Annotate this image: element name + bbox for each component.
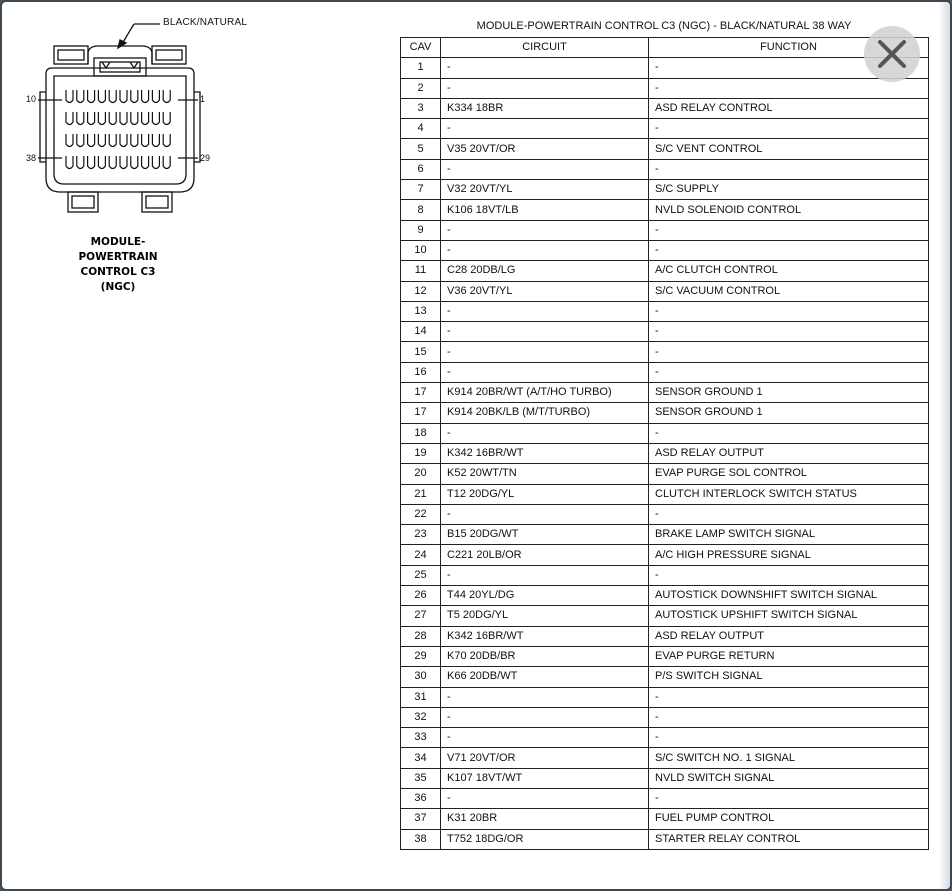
table-row bbox=[401, 504, 929, 524]
cell-function: - bbox=[649, 78, 929, 98]
cell-circuit: V35 20VT/OR bbox=[441, 139, 649, 159]
table-row bbox=[401, 220, 929, 240]
cell-cav: 20 bbox=[401, 464, 441, 484]
cell-cav: 12 bbox=[401, 281, 441, 301]
cell-cav: 4 bbox=[401, 119, 441, 139]
cell-circuit: K334 18BR bbox=[441, 98, 649, 118]
cell-circuit: - bbox=[441, 728, 649, 748]
cell-function: SENSOR GROUND 1 bbox=[649, 403, 929, 423]
cell-cav: 33 bbox=[401, 728, 441, 748]
cell-function: AUTOSTICK DOWNSHIFT SWITCH SIGNAL bbox=[649, 586, 929, 606]
header-circuit: CIRCUIT bbox=[441, 38, 649, 58]
cell-cav: 31 bbox=[401, 687, 441, 707]
cell-cav: 7 bbox=[401, 180, 441, 200]
table-row bbox=[401, 788, 929, 808]
cell-circuit: C221 20LB/OR bbox=[441, 545, 649, 565]
table-row bbox=[401, 159, 929, 179]
cell-circuit: K52 20WT/TN bbox=[441, 464, 649, 484]
cell-cav: 9 bbox=[401, 220, 441, 240]
cell-function: AUTOSTICK UPSHIFT SWITCH SIGNAL bbox=[649, 606, 929, 626]
cell-function: EVAP PURGE SOL CONTROL bbox=[649, 464, 929, 484]
table-row bbox=[401, 768, 929, 788]
table-row bbox=[401, 484, 929, 504]
page-edge-shade bbox=[938, 2, 950, 891]
table-row bbox=[401, 545, 929, 565]
close-icon bbox=[875, 37, 909, 71]
pinout-table bbox=[400, 37, 929, 850]
cell-function: S/C VENT CONTROL bbox=[649, 139, 929, 159]
pin-label-29: 29 bbox=[200, 153, 211, 163]
cell-function: ASD RELAY OUTPUT bbox=[649, 626, 929, 646]
pin-label-10: 10 bbox=[26, 94, 37, 104]
cell-cav: 15 bbox=[401, 342, 441, 362]
table-row bbox=[401, 240, 929, 260]
cell-function: - bbox=[649, 788, 929, 808]
table-row bbox=[401, 525, 929, 545]
cell-cav: 17 bbox=[401, 403, 441, 423]
cell-cav: 3 bbox=[401, 98, 441, 118]
cell-function: A/C CLUTCH CONTROL bbox=[649, 261, 929, 281]
cell-function: - bbox=[649, 301, 929, 321]
cell-circuit: V36 20VT/YL bbox=[441, 281, 649, 301]
cell-function: NVLD SWITCH SIGNAL bbox=[649, 768, 929, 788]
table-row bbox=[401, 261, 929, 281]
cell-circuit: - bbox=[441, 322, 649, 342]
cell-cav: 22 bbox=[401, 504, 441, 524]
table-row bbox=[401, 342, 929, 362]
cell-function: - bbox=[649, 707, 929, 727]
cell-circuit: - bbox=[441, 565, 649, 585]
cell-function: - bbox=[649, 240, 929, 260]
cell-circuit: K342 16BR/WT bbox=[441, 443, 649, 463]
header-cav: CAV bbox=[401, 38, 441, 58]
cell-function: - bbox=[649, 119, 929, 139]
table-row bbox=[401, 687, 929, 707]
cell-function: - bbox=[649, 687, 929, 707]
table-row bbox=[401, 200, 929, 220]
cell-cav: 28 bbox=[401, 626, 441, 646]
cell-cav: 13 bbox=[401, 301, 441, 321]
cell-function: - bbox=[649, 220, 929, 240]
connector-title-line: POWERTRAIN bbox=[78, 251, 158, 263]
cell-circuit: T752 18DG/OR bbox=[441, 829, 649, 849]
cell-cav: 37 bbox=[401, 809, 441, 829]
cell-cav: 24 bbox=[401, 545, 441, 565]
table-row bbox=[401, 403, 929, 423]
table-row bbox=[401, 626, 929, 646]
cell-circuit: K66 20DB/WT bbox=[441, 667, 649, 687]
cell-cav: 35 bbox=[401, 768, 441, 788]
cell-cav: 18 bbox=[401, 423, 441, 443]
cell-function: BRAKE LAMP SWITCH SIGNAL bbox=[649, 525, 929, 545]
table-row bbox=[401, 180, 929, 200]
cell-circuit: K342 16BR/WT bbox=[441, 626, 649, 646]
cell-circuit: - bbox=[441, 159, 649, 179]
cell-function: - bbox=[649, 159, 929, 179]
connector-title-line: (NGC) bbox=[100, 281, 136, 293]
cell-function: - bbox=[649, 565, 929, 585]
cell-cav: 21 bbox=[401, 484, 441, 504]
table-row bbox=[401, 667, 929, 687]
table-row bbox=[401, 464, 929, 484]
cell-circuit: - bbox=[441, 58, 649, 78]
cell-circuit: K107 18VT/WT bbox=[441, 768, 649, 788]
table-row bbox=[401, 443, 929, 463]
cell-cav: 30 bbox=[401, 667, 441, 687]
cell-cav: 26 bbox=[401, 586, 441, 606]
cell-circuit: K914 20BR/WT (A/T/HO TURBO) bbox=[441, 383, 649, 403]
cell-cav: 23 bbox=[401, 525, 441, 545]
table-row bbox=[401, 606, 929, 626]
cell-circuit: K914 20BK/LB (M/T/TURBO) bbox=[441, 403, 649, 423]
table-row bbox=[401, 728, 929, 748]
cell-cav: 38 bbox=[401, 829, 441, 849]
cell-circuit: V71 20VT/OR bbox=[441, 748, 649, 768]
cell-function: FUEL PUMP CONTROL bbox=[649, 809, 929, 829]
table-row bbox=[401, 707, 929, 727]
cell-circuit: K70 20DB/BR bbox=[441, 646, 649, 666]
connector-diagram bbox=[2, 2, 242, 232]
table-header-row bbox=[401, 38, 929, 58]
cell-circuit: B15 20DG/WT bbox=[441, 525, 649, 545]
table-row bbox=[401, 423, 929, 443]
cell-function: NVLD SOLENOID CONTROL bbox=[649, 200, 929, 220]
connector-title-line: CONTROL C3 bbox=[80, 266, 156, 278]
cell-function: - bbox=[649, 322, 929, 342]
cell-cav: 29 bbox=[401, 646, 441, 666]
cell-circuit: - bbox=[441, 119, 649, 139]
cell-circuit: - bbox=[441, 707, 649, 727]
cell-function: SENSOR GROUND 1 bbox=[649, 383, 929, 403]
cell-function: S/C SWITCH NO. 1 SIGNAL bbox=[649, 748, 929, 768]
cell-circuit: C28 20DB/LG bbox=[441, 261, 649, 281]
cell-circuit: K106 18VT/LB bbox=[441, 200, 649, 220]
cell-cav: 8 bbox=[401, 200, 441, 220]
table-row bbox=[401, 829, 929, 849]
cell-function: - bbox=[649, 342, 929, 362]
cell-circuit: - bbox=[441, 362, 649, 382]
table-row bbox=[401, 281, 929, 301]
header-function: FUNCTION bbox=[649, 38, 929, 58]
cell-circuit: T5 20DG/YL bbox=[441, 606, 649, 626]
cell-circuit: - bbox=[441, 687, 649, 707]
cell-function: - bbox=[649, 423, 929, 443]
table-row bbox=[401, 139, 929, 159]
connector-color-label: BLACK/NATURAL bbox=[163, 17, 248, 28]
cell-cav: 11 bbox=[401, 261, 441, 281]
cell-circuit: - bbox=[441, 788, 649, 808]
cell-function: - bbox=[649, 504, 929, 524]
table-row bbox=[401, 362, 929, 382]
table-row bbox=[401, 98, 929, 118]
table-row bbox=[401, 565, 929, 585]
table-row bbox=[401, 322, 929, 342]
cell-cav: 14 bbox=[401, 322, 441, 342]
cell-cav: 5 bbox=[401, 139, 441, 159]
connector-title-line: MODULE- bbox=[90, 236, 146, 248]
cell-function: ASD RELAY OUTPUT bbox=[649, 443, 929, 463]
cell-cav: 17 bbox=[401, 383, 441, 403]
table-row bbox=[401, 119, 929, 139]
cell-cav: 6 bbox=[401, 159, 441, 179]
table-row bbox=[401, 809, 929, 829]
cell-cav: 2 bbox=[401, 78, 441, 98]
table-caption: MODULE-POWERTRAIN CONTROL C3 (NGC) - BLACK/NATURAL 38 WAY bbox=[476, 20, 852, 32]
cell-function: A/C HIGH PRESSURE SIGNAL bbox=[649, 545, 929, 565]
cell-cav: 27 bbox=[401, 606, 441, 626]
cell-cav: 10 bbox=[401, 240, 441, 260]
table-row bbox=[401, 58, 929, 78]
cell-function: CLUTCH INTERLOCK SWITCH STATUS bbox=[649, 484, 929, 504]
cell-circuit: - bbox=[441, 423, 649, 443]
table-row bbox=[401, 748, 929, 768]
cell-cav: 25 bbox=[401, 565, 441, 585]
cell-circuit: - bbox=[441, 220, 649, 240]
table-row bbox=[401, 301, 929, 321]
cell-function: - bbox=[649, 362, 929, 382]
cell-cav: 32 bbox=[401, 707, 441, 727]
cell-circuit: T44 20YL/DG bbox=[441, 586, 649, 606]
cell-circuit: T12 20DG/YL bbox=[441, 484, 649, 504]
cell-circuit: K31 20BR bbox=[441, 809, 649, 829]
cell-cav: 34 bbox=[401, 748, 441, 768]
cell-function: EVAP PURGE RETURN bbox=[649, 646, 929, 666]
pin-label-38: 38 bbox=[26, 153, 37, 163]
table-row bbox=[401, 78, 929, 98]
table-row bbox=[401, 646, 929, 666]
cell-function: - bbox=[649, 728, 929, 748]
cell-circuit: - bbox=[441, 342, 649, 362]
cell-circuit: - bbox=[441, 240, 649, 260]
cell-function: S/C SUPPLY bbox=[649, 180, 929, 200]
cell-function: STARTER RELAY CONTROL bbox=[649, 829, 929, 849]
cell-circuit: - bbox=[441, 504, 649, 524]
cell-cav: 36 bbox=[401, 788, 441, 808]
pin-label-1: 1 bbox=[200, 94, 206, 104]
cell-cav: 1 bbox=[401, 58, 441, 78]
cell-cav: 19 bbox=[401, 443, 441, 463]
close-button[interactable] bbox=[864, 26, 920, 82]
connector-title bbox=[58, 235, 178, 295]
cell-function: S/C VACUUM CONTROL bbox=[649, 281, 929, 301]
cell-cav: 16 bbox=[401, 362, 441, 382]
table-row bbox=[401, 586, 929, 606]
cell-function: ASD RELAY CONTROL bbox=[649, 98, 929, 118]
cell-function: - bbox=[649, 58, 929, 78]
cell-circuit: - bbox=[441, 301, 649, 321]
cell-circuit: V32 20VT/YL bbox=[441, 180, 649, 200]
cell-function: P/S SWITCH SIGNAL bbox=[649, 667, 929, 687]
cell-circuit: - bbox=[441, 78, 649, 98]
table-row bbox=[401, 383, 929, 403]
